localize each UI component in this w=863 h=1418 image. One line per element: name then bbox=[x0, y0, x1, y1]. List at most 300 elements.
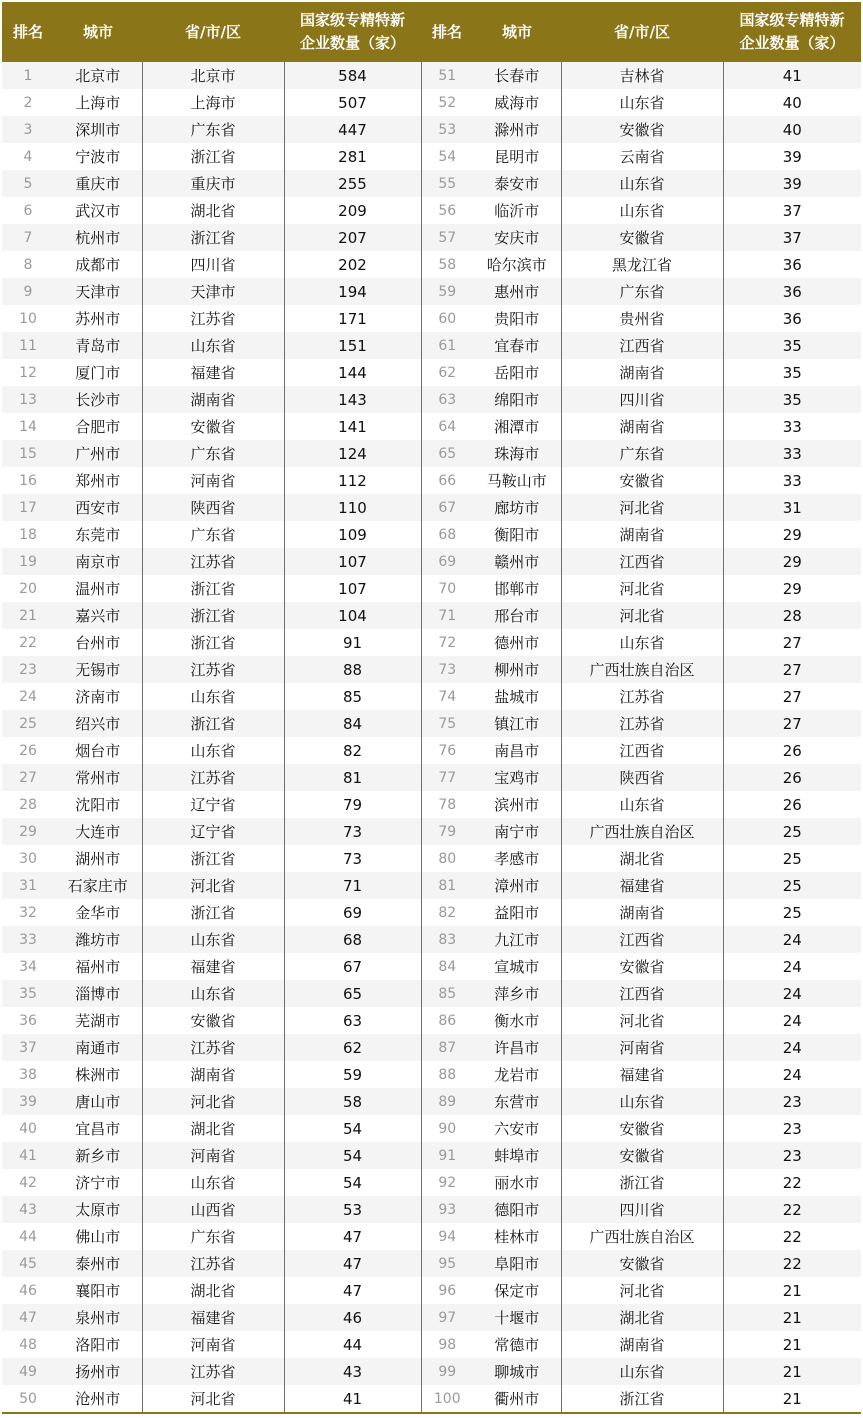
rank-cell: 81 bbox=[421, 872, 473, 899]
count-cell: 67 bbox=[284, 953, 421, 980]
province-cell: 山东省 bbox=[142, 926, 284, 953]
province-cell: 浙江省 bbox=[142, 899, 284, 926]
count-cell: 24 bbox=[723, 926, 861, 953]
city-cell: 南昌市 bbox=[473, 737, 561, 764]
table-row bbox=[2, 116, 861, 143]
province-cell: 湖南省 bbox=[561, 1331, 723, 1358]
rank-cell: 22 bbox=[2, 629, 54, 656]
table-row bbox=[2, 818, 861, 845]
rank-cell: 3 bbox=[2, 116, 54, 143]
count-cell: 23 bbox=[723, 1142, 861, 1169]
rank-cell: 47 bbox=[2, 1304, 54, 1331]
header-rank-left: 排名 bbox=[2, 2, 54, 62]
header-count-left bbox=[284, 2, 421, 62]
city-cell: 滁州市 bbox=[473, 116, 561, 143]
city-cell: 马鞍山市 bbox=[473, 467, 561, 494]
count-cell: 35 bbox=[723, 386, 861, 413]
city-cell: 聊城市 bbox=[473, 1358, 561, 1385]
rank-cell: 18 bbox=[2, 521, 54, 548]
header-count-line1: 国家级专精特新 bbox=[299, 11, 405, 29]
province-cell: 江苏省 bbox=[561, 683, 723, 710]
city-cell: 阜阳市 bbox=[473, 1250, 561, 1277]
count-cell: 21 bbox=[723, 1331, 861, 1358]
rank-cell: 60 bbox=[421, 305, 473, 332]
province-cell: 四川省 bbox=[142, 251, 284, 278]
count-cell: 68 bbox=[284, 926, 421, 953]
count-cell: 255 bbox=[284, 170, 421, 197]
count-cell: 47 bbox=[284, 1223, 421, 1250]
province-cell: 广东省 bbox=[142, 440, 284, 467]
city-cell: 武汉市 bbox=[54, 197, 142, 224]
rank-cell: 51 bbox=[421, 62, 473, 89]
province-cell: 山西省 bbox=[142, 1196, 284, 1223]
province-cell: 浙江省 bbox=[142, 575, 284, 602]
table-row bbox=[2, 548, 861, 575]
count-cell: 59 bbox=[284, 1061, 421, 1088]
province-cell: 江苏省 bbox=[142, 1034, 284, 1061]
rank-cell: 5 bbox=[2, 170, 54, 197]
rank-cell: 52 bbox=[421, 89, 473, 116]
count-cell: 194 bbox=[284, 278, 421, 305]
rank-cell: 41 bbox=[2, 1142, 54, 1169]
rank-cell: 100 bbox=[421, 1385, 473, 1413]
province-cell: 江西省 bbox=[561, 926, 723, 953]
table-body bbox=[2, 62, 861, 1413]
city-cell: 湘潭市 bbox=[473, 413, 561, 440]
count-cell: 207 bbox=[284, 224, 421, 251]
province-cell: 贵州省 bbox=[561, 305, 723, 332]
count-cell: 21 bbox=[723, 1358, 861, 1385]
rank-cell: 48 bbox=[2, 1331, 54, 1358]
count-cell: 71 bbox=[284, 872, 421, 899]
header-province-right: 省/市/区 bbox=[561, 2, 723, 62]
table-row bbox=[2, 1250, 861, 1277]
city-cell: 常德市 bbox=[473, 1331, 561, 1358]
province-cell: 江苏省 bbox=[142, 1358, 284, 1385]
province-cell: 安徽省 bbox=[561, 467, 723, 494]
city-cell: 九江市 bbox=[473, 926, 561, 953]
count-cell: 88 bbox=[284, 656, 421, 683]
count-cell: 40 bbox=[723, 89, 861, 116]
province-cell: 安徽省 bbox=[561, 953, 723, 980]
city-cell: 苏州市 bbox=[54, 305, 142, 332]
city-cell: 宜春市 bbox=[473, 332, 561, 359]
count-cell: 23 bbox=[723, 1088, 861, 1115]
city-cell: 孝感市 bbox=[473, 845, 561, 872]
table-row bbox=[2, 1007, 861, 1034]
table-row bbox=[2, 1169, 861, 1196]
province-cell: 河北省 bbox=[561, 1007, 723, 1034]
table-row bbox=[2, 629, 861, 656]
city-cell: 哈尔滨市 bbox=[473, 251, 561, 278]
count-cell: 584 bbox=[284, 62, 421, 89]
city-cell: 唐山市 bbox=[54, 1088, 142, 1115]
province-cell: 河南省 bbox=[142, 1142, 284, 1169]
rank-cell: 86 bbox=[421, 1007, 473, 1034]
city-cell: 湖州市 bbox=[54, 845, 142, 872]
rank-cell: 45 bbox=[2, 1250, 54, 1277]
city-cell: 广州市 bbox=[54, 440, 142, 467]
rank-cell: 76 bbox=[421, 737, 473, 764]
city-cell: 绵阳市 bbox=[473, 386, 561, 413]
table-row bbox=[2, 1385, 861, 1413]
count-cell: 27 bbox=[723, 710, 861, 737]
count-cell: 69 bbox=[284, 899, 421, 926]
city-cell: 柳州市 bbox=[473, 656, 561, 683]
province-cell: 四川省 bbox=[561, 1196, 723, 1223]
city-cell: 温州市 bbox=[54, 575, 142, 602]
count-cell: 35 bbox=[723, 332, 861, 359]
count-cell: 82 bbox=[284, 737, 421, 764]
rank-cell: 38 bbox=[2, 1061, 54, 1088]
province-cell: 安徽省 bbox=[561, 1142, 723, 1169]
province-cell: 陕西省 bbox=[142, 494, 284, 521]
province-cell: 浙江省 bbox=[142, 224, 284, 251]
province-cell: 湖北省 bbox=[142, 197, 284, 224]
province-cell: 山东省 bbox=[561, 170, 723, 197]
count-cell: 143 bbox=[284, 386, 421, 413]
count-cell: 37 bbox=[723, 224, 861, 251]
rank-cell: 88 bbox=[421, 1061, 473, 1088]
province-cell: 河北省 bbox=[561, 1277, 723, 1304]
count-cell: 21 bbox=[723, 1304, 861, 1331]
count-cell: 144 bbox=[284, 359, 421, 386]
city-cell: 邢台市 bbox=[473, 602, 561, 629]
province-cell: 山东省 bbox=[561, 1358, 723, 1385]
rank-cell: 54 bbox=[421, 143, 473, 170]
province-cell: 安徽省 bbox=[142, 1007, 284, 1034]
province-cell: 江苏省 bbox=[142, 764, 284, 791]
rank-cell: 26 bbox=[2, 737, 54, 764]
table-row bbox=[2, 737, 861, 764]
rank-cell: 28 bbox=[2, 791, 54, 818]
rank-cell: 91 bbox=[421, 1142, 473, 1169]
table-row bbox=[2, 1223, 861, 1250]
table-row bbox=[2, 251, 861, 278]
rank-cell: 36 bbox=[2, 1007, 54, 1034]
count-cell: 109 bbox=[284, 521, 421, 548]
province-cell: 江西省 bbox=[561, 980, 723, 1007]
rank-cell: 94 bbox=[421, 1223, 473, 1250]
province-cell: 天津市 bbox=[142, 278, 284, 305]
city-cell: 盐城市 bbox=[473, 683, 561, 710]
count-cell: 26 bbox=[723, 791, 861, 818]
province-cell: 江苏省 bbox=[561, 710, 723, 737]
province-cell: 广东省 bbox=[561, 440, 723, 467]
city-cell: 惠州市 bbox=[473, 278, 561, 305]
count-cell: 21 bbox=[723, 1385, 861, 1413]
rank-cell: 62 bbox=[421, 359, 473, 386]
city-cell: 北京市 bbox=[54, 62, 142, 89]
city-cell: 洛阳市 bbox=[54, 1331, 142, 1358]
count-cell: 47 bbox=[284, 1250, 421, 1277]
count-cell: 107 bbox=[284, 575, 421, 602]
city-cell: 十堰市 bbox=[473, 1304, 561, 1331]
city-cell: 龙岩市 bbox=[473, 1061, 561, 1088]
city-cell: 金华市 bbox=[54, 899, 142, 926]
city-cell: 赣州市 bbox=[473, 548, 561, 575]
table-row bbox=[2, 440, 861, 467]
rank-cell: 34 bbox=[2, 953, 54, 980]
city-cell: 宁波市 bbox=[54, 143, 142, 170]
count-cell: 33 bbox=[723, 467, 861, 494]
count-cell: 73 bbox=[284, 818, 421, 845]
header-city-right: 城市 bbox=[473, 2, 561, 62]
count-cell: 43 bbox=[284, 1358, 421, 1385]
count-cell: 85 bbox=[284, 683, 421, 710]
province-cell: 广西壮族自治区 bbox=[561, 1223, 723, 1250]
table-row bbox=[2, 467, 861, 494]
city-cell: 济南市 bbox=[54, 683, 142, 710]
city-cell: 郑州市 bbox=[54, 467, 142, 494]
rank-cell: 12 bbox=[2, 359, 54, 386]
province-cell: 湖南省 bbox=[561, 899, 723, 926]
province-cell: 浙江省 bbox=[142, 143, 284, 170]
city-cell: 衡水市 bbox=[473, 1007, 561, 1034]
count-cell: 84 bbox=[284, 710, 421, 737]
province-cell: 江苏省 bbox=[142, 656, 284, 683]
city-cell: 天津市 bbox=[54, 278, 142, 305]
city-cell: 德阳市 bbox=[473, 1196, 561, 1223]
province-cell: 河北省 bbox=[142, 872, 284, 899]
city-cell: 镇江市 bbox=[473, 710, 561, 737]
count-cell: 29 bbox=[723, 521, 861, 548]
table-row bbox=[2, 1142, 861, 1169]
table-row bbox=[2, 278, 861, 305]
rank-cell: 73 bbox=[421, 656, 473, 683]
rank-cell: 85 bbox=[421, 980, 473, 1007]
city-cell: 长春市 bbox=[473, 62, 561, 89]
rank-cell: 40 bbox=[2, 1115, 54, 1142]
city-cell: 佛山市 bbox=[54, 1223, 142, 1250]
province-cell: 安徽省 bbox=[561, 1250, 723, 1277]
rank-cell: 53 bbox=[421, 116, 473, 143]
count-cell: 22 bbox=[723, 1250, 861, 1277]
province-cell: 广东省 bbox=[142, 1223, 284, 1250]
province-cell: 山东省 bbox=[142, 980, 284, 1007]
rank-cell: 97 bbox=[421, 1304, 473, 1331]
count-cell: 27 bbox=[723, 629, 861, 656]
province-cell: 湖南省 bbox=[561, 521, 723, 548]
table-row bbox=[2, 980, 861, 1007]
province-cell: 浙江省 bbox=[142, 602, 284, 629]
count-cell: 44 bbox=[284, 1331, 421, 1358]
province-cell: 江苏省 bbox=[142, 548, 284, 575]
rank-cell: 77 bbox=[421, 764, 473, 791]
province-cell: 湖北省 bbox=[142, 1277, 284, 1304]
table-row bbox=[2, 143, 861, 170]
rank-cell: 90 bbox=[421, 1115, 473, 1142]
city-cell: 衡阳市 bbox=[473, 521, 561, 548]
city-cell: 厦门市 bbox=[54, 359, 142, 386]
rank-cell: 13 bbox=[2, 386, 54, 413]
rank-cell: 96 bbox=[421, 1277, 473, 1304]
rank-cell: 1 bbox=[2, 62, 54, 89]
table-row bbox=[2, 710, 861, 737]
city-cell: 六安市 bbox=[473, 1115, 561, 1142]
rank-cell: 25 bbox=[2, 710, 54, 737]
province-cell: 山东省 bbox=[561, 197, 723, 224]
rank-cell: 35 bbox=[2, 980, 54, 1007]
rank-cell: 58 bbox=[421, 251, 473, 278]
table-row bbox=[2, 521, 861, 548]
city-cell: 深圳市 bbox=[54, 116, 142, 143]
province-cell: 安徽省 bbox=[561, 116, 723, 143]
province-cell: 陕西省 bbox=[561, 764, 723, 791]
city-cell: 宣城市 bbox=[473, 953, 561, 980]
table-row bbox=[2, 332, 861, 359]
province-cell: 山东省 bbox=[142, 683, 284, 710]
count-cell: 25 bbox=[723, 845, 861, 872]
city-cell: 泉州市 bbox=[54, 1304, 142, 1331]
province-cell: 广东省 bbox=[142, 116, 284, 143]
rank-cell: 32 bbox=[2, 899, 54, 926]
city-cell: 沈阳市 bbox=[54, 791, 142, 818]
city-cell: 岳阳市 bbox=[473, 359, 561, 386]
count-cell: 73 bbox=[284, 845, 421, 872]
city-cell: 威海市 bbox=[473, 89, 561, 116]
rank-cell: 59 bbox=[421, 278, 473, 305]
header-province-left: 省/市/区 bbox=[142, 2, 284, 62]
count-cell: 33 bbox=[723, 413, 861, 440]
city-cell: 长沙市 bbox=[54, 386, 142, 413]
count-cell: 104 bbox=[284, 602, 421, 629]
rank-cell: 69 bbox=[421, 548, 473, 575]
rank-cell: 87 bbox=[421, 1034, 473, 1061]
city-cell: 滨州市 bbox=[473, 791, 561, 818]
city-cell: 珠海市 bbox=[473, 440, 561, 467]
table-row bbox=[2, 1331, 861, 1358]
province-cell: 福建省 bbox=[142, 1304, 284, 1331]
count-cell: 24 bbox=[723, 1007, 861, 1034]
count-cell: 47 bbox=[284, 1277, 421, 1304]
count-cell: 46 bbox=[284, 1304, 421, 1331]
city-cell: 宜昌市 bbox=[54, 1115, 142, 1142]
count-cell: 40 bbox=[723, 116, 861, 143]
rank-cell: 50 bbox=[2, 1385, 54, 1413]
rank-cell: 75 bbox=[421, 710, 473, 737]
count-cell: 54 bbox=[284, 1169, 421, 1196]
rank-cell: 10 bbox=[2, 305, 54, 332]
city-cell: 青岛市 bbox=[54, 332, 142, 359]
rank-cell: 24 bbox=[2, 683, 54, 710]
province-cell: 河北省 bbox=[142, 1088, 284, 1115]
count-cell: 209 bbox=[284, 197, 421, 224]
count-cell: 79 bbox=[284, 791, 421, 818]
province-cell: 浙江省 bbox=[561, 1385, 723, 1413]
province-cell: 浙江省 bbox=[142, 845, 284, 872]
rank-cell: 61 bbox=[421, 332, 473, 359]
province-cell: 北京市 bbox=[142, 62, 284, 89]
table-row bbox=[2, 494, 861, 521]
city-cell: 德州市 bbox=[473, 629, 561, 656]
rank-cell: 49 bbox=[2, 1358, 54, 1385]
city-cell: 重庆市 bbox=[54, 170, 142, 197]
rank-cell: 29 bbox=[2, 818, 54, 845]
table-row bbox=[2, 197, 861, 224]
rank-cell: 31 bbox=[2, 872, 54, 899]
province-cell: 湖南省 bbox=[142, 386, 284, 413]
city-cell: 沧州市 bbox=[54, 1385, 142, 1413]
table-row bbox=[2, 386, 861, 413]
rank-cell: 27 bbox=[2, 764, 54, 791]
count-cell: 39 bbox=[723, 143, 861, 170]
count-cell: 31 bbox=[723, 494, 861, 521]
count-cell: 36 bbox=[723, 251, 861, 278]
count-cell: 24 bbox=[723, 953, 861, 980]
count-cell: 81 bbox=[284, 764, 421, 791]
count-cell: 107 bbox=[284, 548, 421, 575]
city-cell: 扬州市 bbox=[54, 1358, 142, 1385]
province-cell: 江西省 bbox=[561, 737, 723, 764]
table-row bbox=[2, 1196, 861, 1223]
count-cell: 26 bbox=[723, 737, 861, 764]
province-cell: 湖南省 bbox=[142, 1061, 284, 1088]
rank-cell: 95 bbox=[421, 1250, 473, 1277]
city-cell: 常州市 bbox=[54, 764, 142, 791]
rank-cell: 17 bbox=[2, 494, 54, 521]
province-cell: 四川省 bbox=[561, 386, 723, 413]
province-cell: 江西省 bbox=[561, 548, 723, 575]
count-cell: 33 bbox=[723, 440, 861, 467]
rank-cell: 98 bbox=[421, 1331, 473, 1358]
table-row bbox=[2, 89, 861, 116]
ranking-table bbox=[2, 2, 861, 1414]
province-cell: 广西壮族自治区 bbox=[561, 818, 723, 845]
table-row bbox=[2, 1277, 861, 1304]
count-cell: 29 bbox=[723, 575, 861, 602]
header-count-line2: 企业数量（家） bbox=[299, 34, 405, 52]
province-cell: 安徽省 bbox=[561, 1115, 723, 1142]
city-cell: 保定市 bbox=[473, 1277, 561, 1304]
city-cell: 淄博市 bbox=[54, 980, 142, 1007]
table-row bbox=[2, 872, 861, 899]
table-row bbox=[2, 683, 861, 710]
city-cell: 南通市 bbox=[54, 1034, 142, 1061]
province-cell: 福建省 bbox=[142, 953, 284, 980]
count-cell: 62 bbox=[284, 1034, 421, 1061]
table-row bbox=[2, 845, 861, 872]
province-cell: 湖南省 bbox=[561, 413, 723, 440]
count-cell: 202 bbox=[284, 251, 421, 278]
table-row bbox=[2, 602, 861, 629]
city-cell: 太原市 bbox=[54, 1196, 142, 1223]
province-cell: 上海市 bbox=[142, 89, 284, 116]
count-cell: 151 bbox=[284, 332, 421, 359]
rank-cell: 64 bbox=[421, 413, 473, 440]
header-city-left: 城市 bbox=[54, 2, 142, 62]
province-cell: 江西省 bbox=[561, 332, 723, 359]
city-cell: 西安市 bbox=[54, 494, 142, 521]
province-cell: 湖北省 bbox=[561, 1304, 723, 1331]
city-cell: 合肥市 bbox=[54, 413, 142, 440]
rank-cell: 4 bbox=[2, 143, 54, 170]
city-cell: 临沂市 bbox=[473, 197, 561, 224]
count-cell: 28 bbox=[723, 602, 861, 629]
city-cell: 南宁市 bbox=[473, 818, 561, 845]
rank-cell: 2 bbox=[2, 89, 54, 116]
province-cell: 河南省 bbox=[142, 1331, 284, 1358]
table-row bbox=[2, 575, 861, 602]
city-cell: 烟台市 bbox=[54, 737, 142, 764]
province-cell: 山东省 bbox=[142, 332, 284, 359]
count-cell: 22 bbox=[723, 1223, 861, 1250]
rank-cell: 14 bbox=[2, 413, 54, 440]
rank-cell: 9 bbox=[2, 278, 54, 305]
count-cell: 112 bbox=[284, 467, 421, 494]
count-cell: 53 bbox=[284, 1196, 421, 1223]
rank-cell: 93 bbox=[421, 1196, 473, 1223]
